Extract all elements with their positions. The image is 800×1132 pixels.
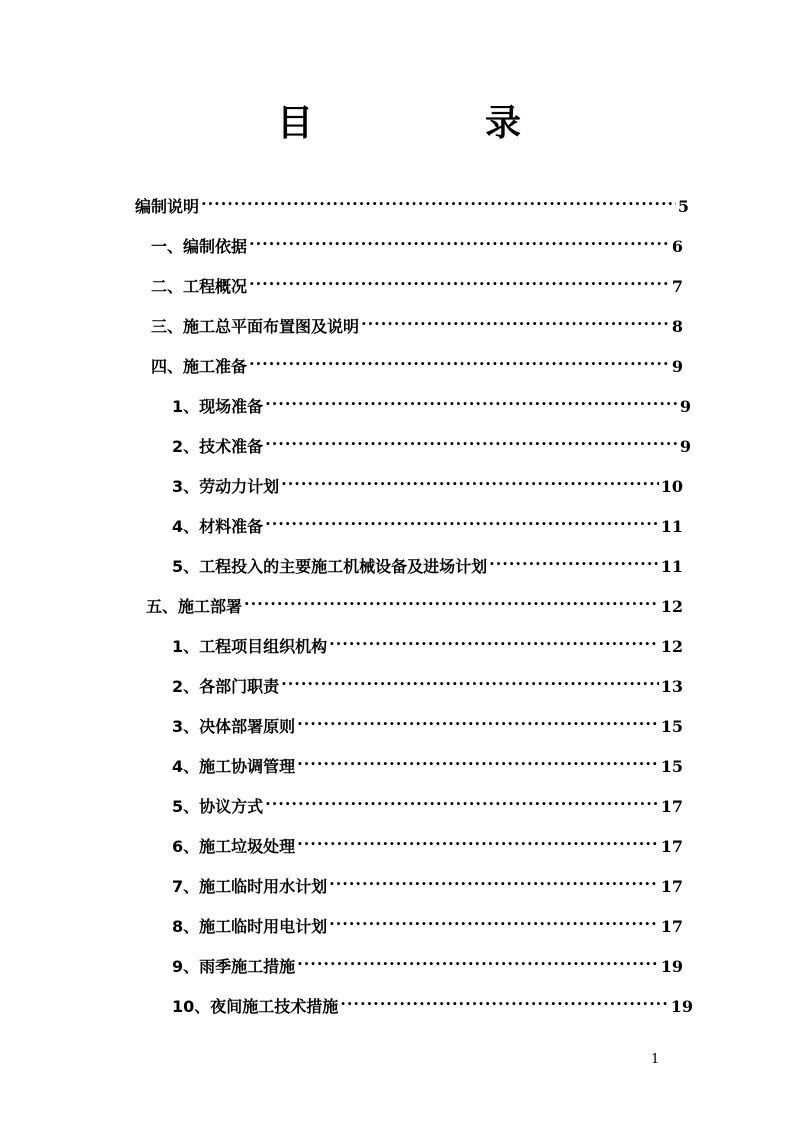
toc-entry-page: 9	[671, 357, 683, 376]
toc-entry-page: 9	[679, 437, 691, 456]
toc-entry[interactable]	[172, 788, 683, 816]
toc-entry[interactable]	[172, 868, 683, 896]
toc-entry-page: 10	[660, 477, 683, 496]
toc-leader	[297, 828, 659, 852]
toc-leader	[265, 788, 659, 812]
toc-leader	[249, 228, 670, 252]
toc-entry-page: 15	[660, 757, 683, 776]
toc-leader	[297, 948, 659, 972]
toc-leader	[265, 388, 678, 412]
toc-entry-label: 一、编制依据	[151, 237, 248, 256]
toc-entry[interactable]	[151, 348, 683, 376]
toc-entry-page: 17	[660, 837, 683, 856]
toc-entry[interactable]	[151, 308, 683, 336]
toc-entry[interactable]	[172, 468, 683, 496]
toc-entry-page: 15	[660, 717, 683, 736]
toc-leader	[297, 748, 659, 772]
toc-entry-page: 19	[670, 997, 693, 1016]
page-number: 1	[651, 1052, 660, 1067]
toc-entry-label: 3、劳动力计划	[172, 477, 280, 496]
toc-entry-page: 7	[671, 277, 683, 296]
toc-entry-page: 17	[660, 797, 683, 816]
toc-entry[interactable]	[172, 428, 691, 456]
toc-entry-label: 二、工程概况	[151, 277, 248, 296]
toc-leader	[329, 908, 659, 932]
toc-leader	[297, 708, 659, 732]
toc-leader	[340, 988, 668, 1012]
toc-entry-label: 10、夜间施工技术措施	[172, 997, 339, 1016]
toc-entry-label: 6、施工垃圾处理	[172, 837, 296, 856]
toc-entry-label: 三、施工总平面布置图及说明	[151, 317, 360, 336]
toc-entry-label: 5、协议方式	[172, 797, 264, 816]
toc-entry-page: 11	[660, 517, 683, 536]
toc-leader	[265, 508, 659, 532]
toc-entry-page: 19	[660, 957, 683, 976]
toc-leader	[281, 668, 659, 692]
toc-entry[interactable]	[172, 948, 683, 976]
page-title: 目 录	[276, 103, 589, 144]
toc-entry-label: 4、材料准备	[172, 517, 264, 536]
toc-entry[interactable]	[172, 828, 683, 856]
toc-leader	[265, 428, 678, 452]
toc-entry-label: 四、施工准备	[151, 357, 248, 376]
toc-entry-label: 编制说明	[135, 197, 200, 216]
toc-entry-label: 1、工程项目组织机构	[172, 637, 328, 656]
toc-entry[interactable]	[146, 588, 683, 616]
toc-leader	[489, 548, 659, 572]
toc-leader	[249, 348, 670, 372]
toc-entry-label: 4、施工协调管理	[172, 757, 296, 776]
toc-entry[interactable]	[172, 988, 693, 1016]
toc-entry-label: 8、施工临时用电计划	[172, 917, 328, 936]
toc-entry-page: 12	[660, 637, 683, 656]
toc-leader	[281, 468, 659, 492]
toc-entry-label: 9、雨季施工措施	[172, 957, 296, 976]
toc-entry-label: 7、施工临时用水计划	[172, 877, 328, 896]
toc-entry[interactable]	[172, 508, 683, 536]
toc-leader	[361, 308, 670, 332]
toc-entry[interactable]	[172, 548, 683, 576]
toc-entry-page: 5	[677, 197, 689, 216]
toc-leader	[244, 588, 659, 612]
toc-entry-page: 12	[660, 597, 683, 616]
toc-entry-page: 17	[660, 877, 683, 896]
toc-entry[interactable]	[172, 908, 683, 936]
toc-entry[interactable]	[172, 748, 683, 776]
toc-leader	[201, 188, 676, 212]
toc-leader	[249, 268, 670, 292]
toc-entry[interactable]	[135, 188, 689, 216]
toc-entry-label: 1、现场准备	[172, 397, 264, 416]
toc-entry-page: 17	[660, 917, 683, 936]
toc-leader	[329, 628, 659, 652]
toc-entry[interactable]	[151, 228, 683, 256]
toc-entry[interactable]	[172, 628, 683, 656]
toc-entry-label: 5、工程投入的主要施工机械设备及进场计划	[172, 557, 488, 576]
toc-entry-label: 2、各部门职责	[172, 677, 280, 696]
toc-entry-label: 2、技术准备	[172, 437, 264, 456]
toc-entry-page: 8	[671, 317, 683, 336]
toc-entry-page: 9	[679, 397, 691, 416]
toc-entry[interactable]	[172, 668, 683, 696]
toc-entry-page: 13	[660, 677, 683, 696]
toc-entry-page: 11	[660, 557, 683, 576]
toc-entry-label: 3、决体部署原则	[172, 717, 296, 736]
toc-entry[interactable]	[172, 708, 683, 736]
toc-leader	[329, 868, 659, 892]
toc-entry-label: 五、施工部署	[146, 597, 243, 616]
toc-entry[interactable]	[172, 388, 691, 416]
toc-entry[interactable]	[151, 268, 683, 296]
toc-entry-page: 6	[671, 237, 683, 256]
